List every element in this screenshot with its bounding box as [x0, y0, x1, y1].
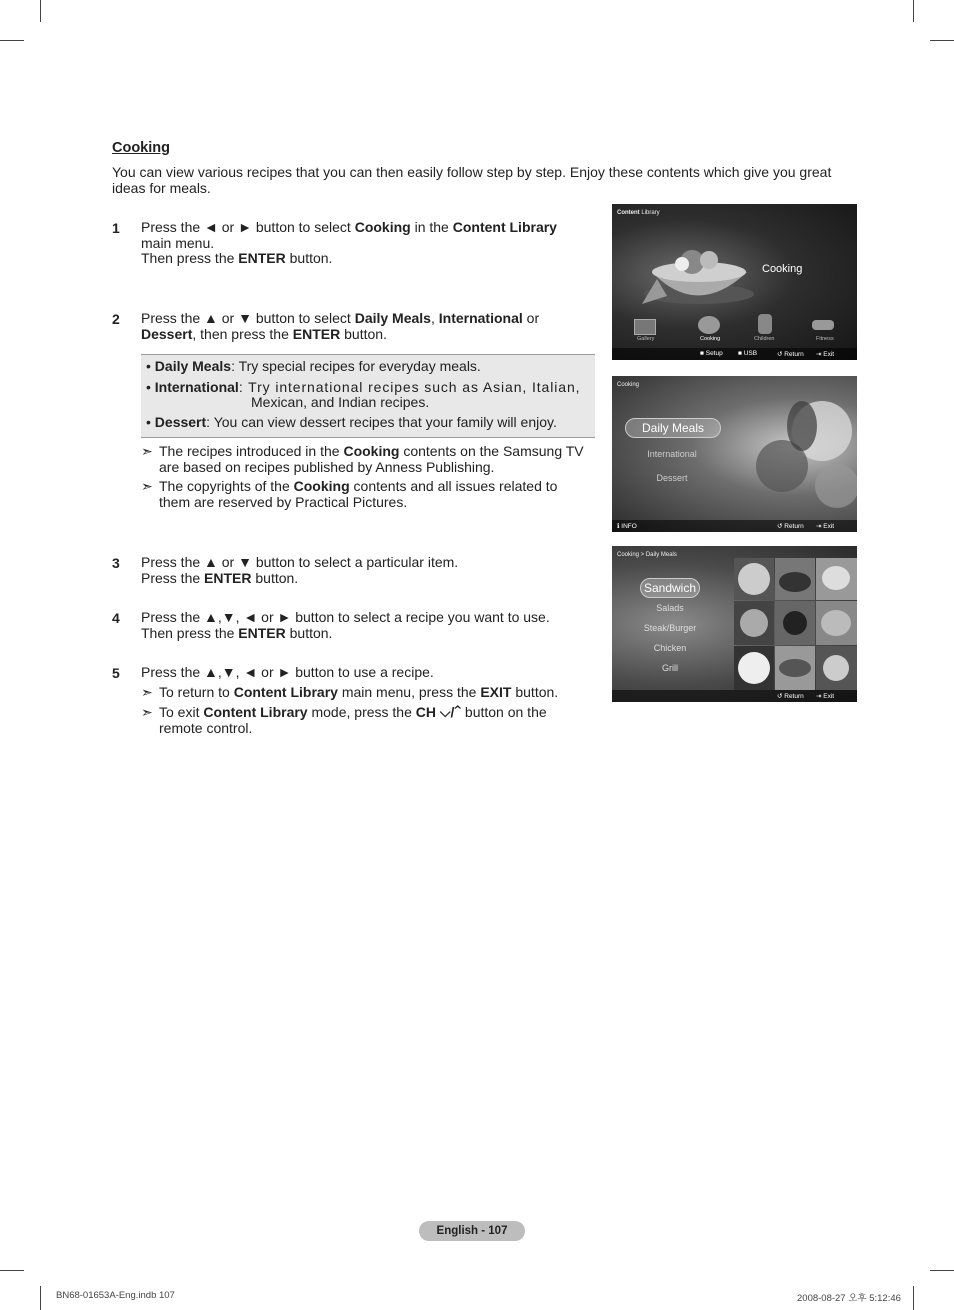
- step-number: 5: [112, 665, 120, 681]
- return-button[interactable]: ↺ Return: [777, 523, 804, 530]
- return-button[interactable]: ↺ Return: [777, 693, 804, 700]
- step-number: 3: [112, 555, 120, 571]
- icon-label: Gallery: [637, 336, 655, 342]
- page-number: English - 107: [419, 1221, 525, 1241]
- crop-mark: [0, 1270, 24, 1271]
- menu-item-sandwich[interactable]: Sandwich: [640, 578, 700, 598]
- note-exit: ➣ To exit Content Library mode, press the CH ⌵/⌃ button on the remote control.: [141, 704, 547, 736]
- crop-mark: [913, 1286, 914, 1310]
- exit-button[interactable]: ⇥ Exit: [816, 351, 835, 358]
- note-arrow-icon: ➣: [141, 704, 153, 720]
- screen-header: Content Library: [617, 210, 660, 216]
- box-item-dessert: • Dessert: You can view dessert recipes that your family will enjoy.: [146, 414, 557, 430]
- crop-mark: [930, 40, 954, 41]
- screen-footer: [612, 520, 857, 532]
- menu-item-steak-burger[interactable]: Steak/Burger: [643, 623, 697, 633]
- menu-item-international[interactable]: International: [647, 449, 697, 459]
- print-timestamp: 2008-08-27 오후 5:12:46: [797, 1293, 901, 1304]
- screen-daily-meals: [612, 546, 857, 702]
- screen-cooking-menu: [612, 376, 857, 532]
- food-photo: [742, 386, 857, 516]
- step-5-text: Press the ▲,▼, ◄ or ► button to use a recipe.: [141, 664, 434, 680]
- note-arrow-icon: ➣: [141, 478, 153, 494]
- menu-item-daily-meals[interactable]: Daily Meals: [625, 418, 721, 438]
- step-number: 1: [112, 220, 120, 236]
- note-arrow-icon: ➣: [141, 684, 153, 700]
- menu-item-salads[interactable]: Salads: [656, 603, 684, 613]
- screen-content-library: [612, 204, 857, 360]
- screen-header: Cooking > Daily Meals: [617, 552, 677, 558]
- print-file-info: BN68-01653A-Eng.indb 107: [56, 1290, 175, 1301]
- screen-footer: [612, 348, 857, 360]
- note-publishing: ➣ The recipes introduced in the Cooking contents on the Samsung TV are based on recipes published by Anness Publishing.: [141, 443, 584, 475]
- cooking-icon[interactable]: [698, 316, 720, 334]
- step-3-text: Press the ▲ or ▼ button to select a particular item. Press the ENTER button.: [141, 554, 459, 586]
- exit-button[interactable]: ⇥ Exit: [816, 693, 835, 700]
- fitness-icon[interactable]: [812, 320, 834, 330]
- children-icon[interactable]: [758, 314, 772, 334]
- cooking-bowl-image: [637, 224, 757, 314]
- info-button[interactable]: ℹ INFO: [617, 523, 637, 530]
- setup-button[interactable]: ■ Setup: [700, 350, 723, 357]
- exit-button[interactable]: ⇥ Exit: [816, 523, 835, 530]
- step-number: 2: [112, 311, 120, 327]
- step-1-text: Press the ◄ or ► button to select Cooking in the Content Library main menu. Then press the ENTER button.: [141, 219, 557, 266]
- icon-label: Fitness: [816, 336, 834, 342]
- selected-category-label: Cooking: [762, 263, 803, 275]
- gallery-icon[interactable]: [634, 319, 656, 335]
- box-item-international: • International: Try international recipes such as Asian, Italian,: [146, 379, 581, 395]
- crop-mark: [0, 40, 24, 41]
- note-copyright: ➣ The copyrights of the Cooking contents and all issues related to them are reserved by Practical Pictures.: [141, 478, 558, 510]
- channel-updown-icon: ⌵/⌃: [439, 704, 462, 720]
- crop-mark: [40, 0, 41, 22]
- box-item-daily-meals: • Daily Meals: Try special recipes for everyday meals.: [146, 358, 481, 374]
- menu-item-grill[interactable]: Grill: [662, 663, 678, 673]
- menu-item-dessert[interactable]: Dessert: [656, 473, 688, 483]
- section-intro: You can view various recipes that you can then easily follow step by step. Enjoy these contents which give you great ideas for meals.: [112, 164, 832, 196]
- crop-mark: [913, 0, 914, 22]
- step-4-text: Press the ▲,▼, ◄ or ► button to select a recipe you want to use. Then press the ENTER button.: [141, 609, 550, 641]
- icon-label: Children: [754, 336, 775, 342]
- step-2-text: Press the ▲ or ▼ button to select Daily Meals, International or Dessert, then press the ENTER button.: [141, 310, 540, 342]
- crop-mark: [930, 1270, 954, 1271]
- screen-footer: [612, 690, 857, 702]
- section-title: Cooking: [112, 140, 170, 156]
- menu-item-chicken[interactable]: Chicken: [653, 643, 687, 653]
- category-info-box: [141, 354, 595, 438]
- icon-label: Cooking: [700, 336, 721, 342]
- recipe-thumbnails: [734, 558, 857, 690]
- step-number: 4: [112, 610, 120, 626]
- screen-header: Cooking: [617, 382, 640, 388]
- crop-mark: [40, 1286, 41, 1310]
- note-return: ➣ To return to Content Library main menu, press the EXIT button.: [141, 684, 559, 700]
- usb-button[interactable]: ■ USB: [738, 350, 758, 357]
- return-button[interactable]: ↺ Return: [777, 351, 804, 358]
- box-item-international-cont: Mexican, and Indian recipes.: [251, 394, 430, 410]
- note-arrow-icon: ➣: [141, 443, 153, 459]
